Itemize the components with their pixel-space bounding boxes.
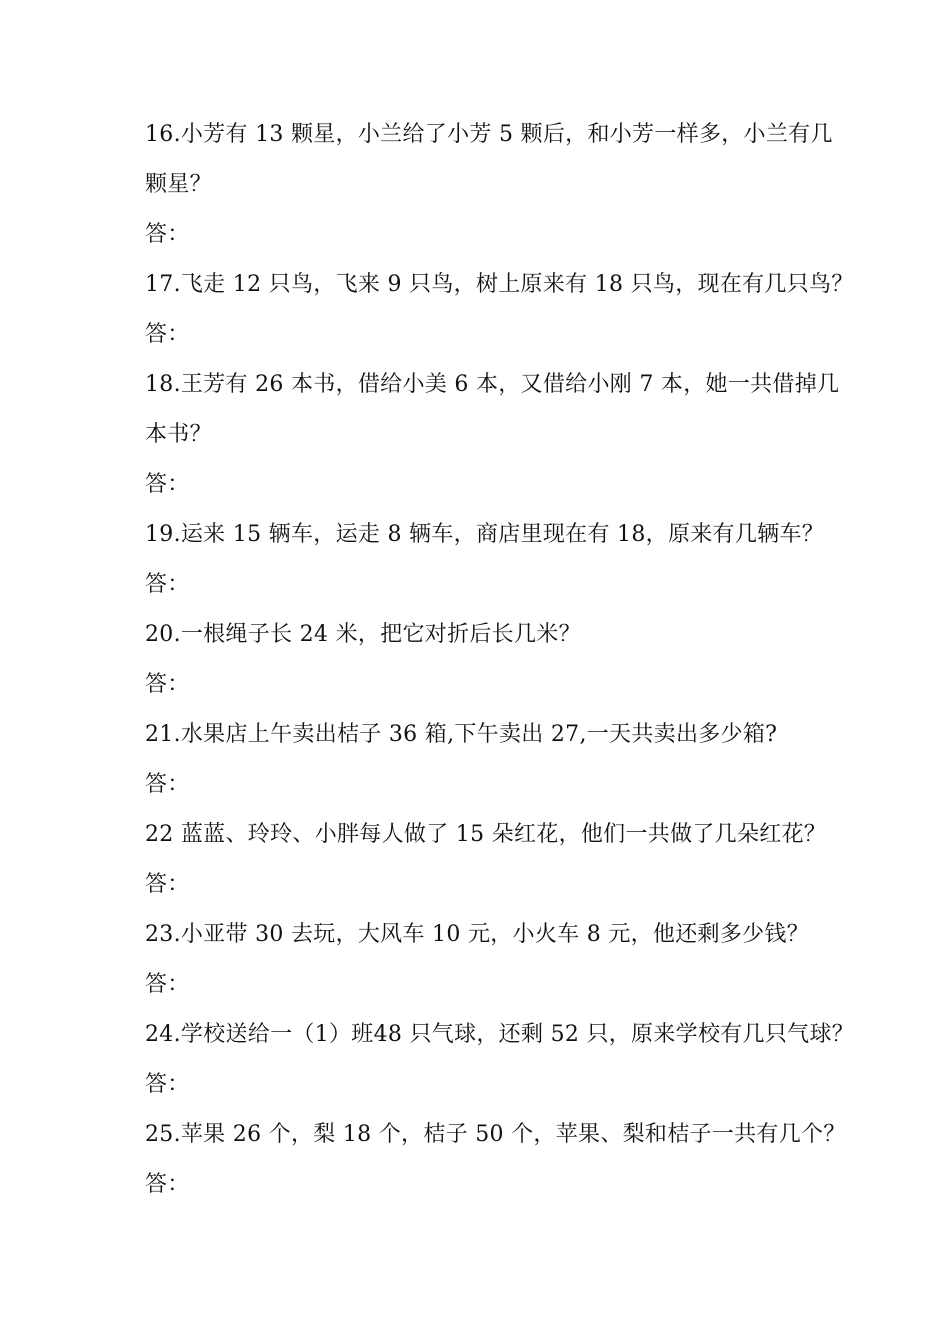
answer-24: 答：: [145, 1072, 190, 1097]
question-17: 17.飞走 12 只鸟，飞来 9 只鸟，树上原来有 18 只鸟，现在有几只鸟？: [145, 272, 854, 297]
question-25: 25.苹果 26 个，梨 18 个，桔子 50 个，苹果、梨和桔子一共有几个？: [145, 1122, 846, 1147]
question-23: 23.小亚带 30 去玩，大风车 10 元，小火车 8 元，他还剩多少钱？: [145, 922, 810, 947]
question-16-line-1: 16.小芳有 13 颗星，小兰给了小芳 5 颗后，和小芳一样多，小兰有几: [145, 122, 833, 147]
question-21: 21.水果店上午卖出桔子 36 箱,下午卖出 27,一天共卖出多少箱?: [145, 722, 778, 747]
answer-18: 答：: [145, 472, 190, 497]
question-16-line-2: 颗星？: [145, 172, 212, 197]
answer-25: 答：: [145, 1172, 190, 1197]
answer-16: 答：: [145, 222, 190, 247]
question-22: 22 蓝蓝、玲玲、小胖每人做了 15 朵红花，他们一共做了几朵红花？: [145, 822, 827, 847]
answer-19: 答：: [145, 572, 190, 597]
answer-17: 答：: [145, 322, 190, 347]
question-24: 24.学校送给一（1）班48 只气球，还剩 52 只，原来学校有几只气球？: [145, 1022, 855, 1047]
answer-23: 答：: [145, 972, 190, 997]
question-20: 20.一根绳子长 24 米，把它对折后长几米？: [145, 622, 581, 647]
question-18-line-2: 本书？: [145, 422, 212, 447]
answer-20: 答：: [145, 672, 190, 697]
answer-22: 答：: [145, 872, 190, 897]
question-18-line-1: 18.王芳有 26 本书，借给小美 6 本，又借给小刚 7 本，她一共借掉几: [145, 372, 840, 397]
answer-21: 答：: [145, 772, 190, 797]
question-19: 19.运来 15 辆车，运走 8 辆车，商店里现在有 18，原来有几辆车？: [145, 522, 825, 547]
